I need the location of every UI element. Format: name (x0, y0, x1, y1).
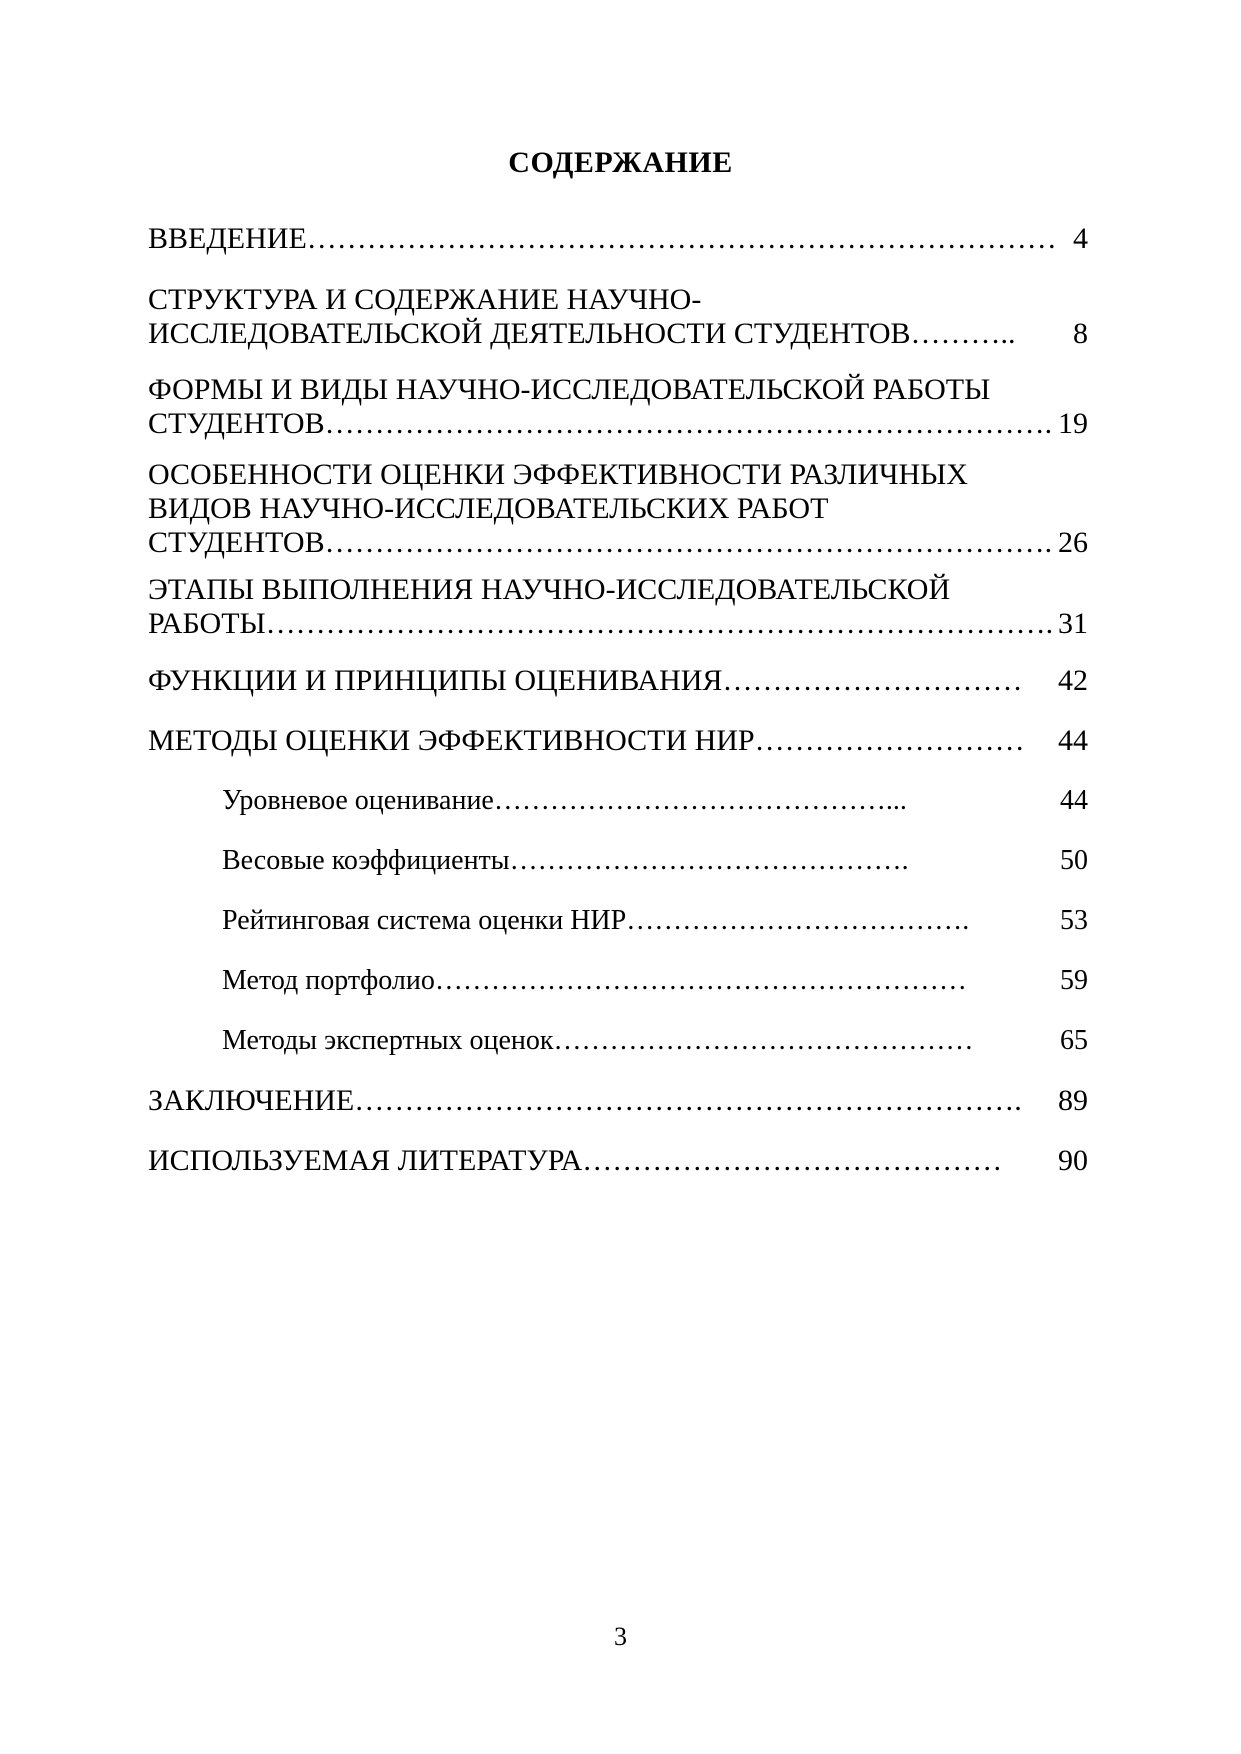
toc-entry-title (148, 964, 1028, 998)
toc-entry[interactable] (148, 1084, 1088, 1118)
toc-entry-page-number: 65 (1060, 1025, 1088, 1056)
toc-entry-title (148, 373, 1053, 441)
toc-entry[interactable] (148, 573, 1088, 641)
toc-entry[interactable] (148, 724, 1088, 758)
toc-entry-line: МЕТОДЫ ОЦЕНКИ ЭФФЕКТИВНОСТИ НИР……………………… (148, 724, 1025, 757)
toc-entry-page-number: 44 (1058, 724, 1088, 757)
toc-entry-page-number: 42 (1058, 664, 1088, 697)
toc-entry-line: ФОРМЫ И ВИДЫ НАУЧНО-ИССЛЕДОВАТЕЛЬСКОЙ РАБОТЫ (148, 373, 991, 406)
toc-entry-title (148, 664, 1028, 698)
toc-entry-line: ИСПОЛЬЗУЕМАЯ ЛИТЕРАТУРА…………………………………… (148, 1144, 1003, 1177)
toc-entry-page-number: 31 (1058, 607, 1088, 640)
toc-entry-title (148, 1084, 1028, 1118)
toc-entry-page-number: 44 (1060, 785, 1088, 816)
toc-entry-page-number: 59 (1060, 965, 1088, 996)
toc-entry-title (148, 844, 1028, 878)
toc-entry-line: ИССЛЕДОВАТЕЛЬСКОЙ ДЕЯТЕЛЬНОСТИ СТУДЕНТОВ……….. (148, 317, 1016, 350)
toc-entry-title (148, 283, 1028, 351)
page-title: СОДЕРЖАНИЕ (508, 146, 733, 179)
toc-entry-line: Рейтинговая система оценки НИР………………………………. (222, 905, 970, 936)
toc-entry-page-number: 8 (1073, 317, 1088, 350)
toc-entry-line: ЭТАПЫ ВЫПОЛНЕНИЯ НАУЧНО-ИССЛЕДОВАТЕЛЬСКОЙ (148, 573, 951, 606)
toc-entry-line: ОСОБЕННОСТИ ОЦЕНКИ ЭФФЕКТИВНОСТИ РАЗЛИЧНЫХ (148, 458, 968, 491)
toc-entry-title (148, 784, 1028, 818)
toc-entry-title (148, 724, 1028, 758)
toc-entry-page-number: 89 (1058, 1084, 1088, 1117)
toc-entry-line: Метод портфолио………………………………………………… (222, 965, 967, 996)
toc-entry-line: Методы экспертных оценок……………………………………… (222, 1025, 974, 1056)
toc-subentry[interactable] (148, 904, 1088, 938)
toc-entry-line: Весовые коэффициенты……………………………………. (222, 845, 909, 876)
toc-entry-line: СТРУКТУРА И СОДЕРЖАНИЕ НАУЧНО- (148, 283, 702, 316)
toc-entry-title (148, 222, 1057, 256)
toc-subentry[interactable] (148, 964, 1088, 998)
toc-entry[interactable] (148, 283, 1088, 351)
toc-entry-page-number: 4 (1073, 222, 1088, 255)
toc-entry-line: Уровневое оценивание……………………………………... (222, 785, 907, 816)
toc-subentry[interactable] (148, 844, 1088, 878)
toc-entry-page-number: 90 (1058, 1144, 1088, 1177)
toc-entry-line: СТУДЕНТОВ………………………………………………………………. (148, 407, 1053, 440)
toc-entry[interactable] (148, 373, 1088, 441)
toc-entry-line: ФУНКЦИИ И ПРИНЦИПЫ ОЦЕНИВАНИЯ………………………… (148, 664, 1023, 697)
toc-entry[interactable] (148, 664, 1088, 698)
toc-entry[interactable] (148, 458, 1088, 560)
toc-subentry[interactable] (148, 784, 1088, 818)
toc-entry-line: СТУДЕНТОВ………………………………………………………………. (148, 526, 1053, 559)
toc-entry-line: ВИДОВ НАУЧНО-ИССЛЕДОВАТЕЛЬСКИХ РАБОТ (148, 492, 829, 525)
toc-entry[interactable] (148, 1144, 1088, 1178)
toc-entry-title (148, 1024, 1028, 1058)
toc-entry-title (148, 573, 1054, 641)
toc-entry-line: ВВЕДЕНИЕ………………………………………………………………… (148, 222, 1057, 255)
toc-entry-line: ЗАКЛЮЧЕНИЕ…………………………………………………………. (148, 1084, 1022, 1117)
toc-entry-page-number: 53 (1060, 905, 1088, 936)
toc-entry-title (148, 458, 1053, 560)
toc-entry[interactable] (148, 222, 1088, 256)
page-number: 3 (614, 1622, 627, 1651)
toc-entry-line: РАБОТЫ……………………………………………………………………. (148, 607, 1054, 640)
toc-entry-title (148, 904, 1028, 938)
toc-entry-title (148, 1144, 1028, 1178)
toc-entry-page-number: 26 (1058, 526, 1088, 559)
toc-subentry[interactable] (148, 1024, 1088, 1058)
toc-entry-page-number: 50 (1060, 845, 1088, 876)
toc-entry-page-number: 19 (1058, 407, 1088, 440)
